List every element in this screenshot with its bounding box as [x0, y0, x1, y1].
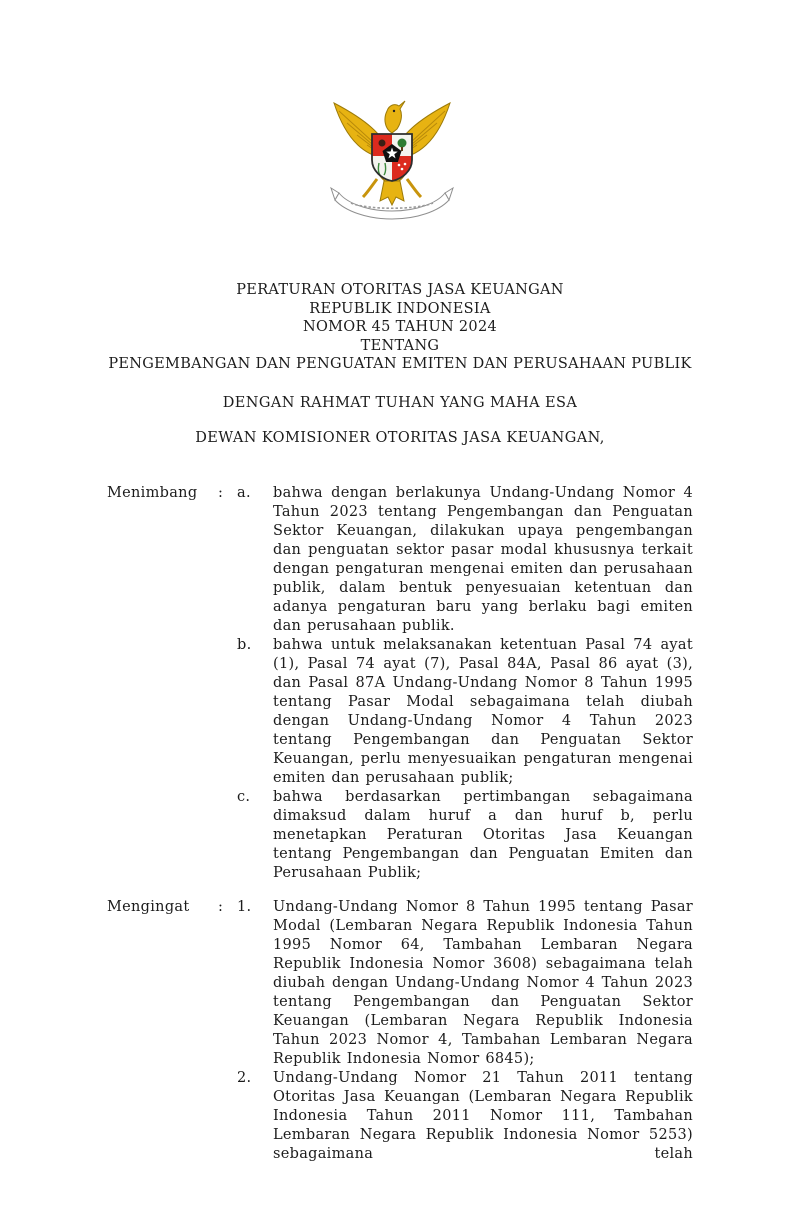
pancasila-shield	[372, 134, 412, 181]
item-text: bahwa dengan berlakunya Undang-Undang Nomor 4 Tahun 2023 tentang Pengembangan dan Penguatan Sektor Keuangan, dilakukan upaya pengembangan dan penguatan sektor pasar modal khususnya terkait dengan pengaturan mengenai emiten dan perusahaan publik, dalam bentuk penyesuaian ketentuan dan adanya pengaturan baru yang berlaku bagi emiten dan perusahaan publik.	[273, 485, 693, 634]
section-items	[237, 898, 693, 1164]
document-body	[107, 484, 693, 1164]
heading-line-republic: REPUBLIK INDONESIA	[309, 300, 491, 317]
section-colon: :	[218, 899, 224, 915]
heading-line-regulation: PERATURAN OTORITAS JASA KEUANGAN	[236, 282, 564, 298]
garuda-pancasila-emblem	[327, 93, 457, 221]
item-text: bahwa berdasarkan pertimbangan sebagaimana dimaksud dalam huruf a dan huruf b, perlu menetapkan Peraturan Otoritas Jasa Keuangan tentang Pengembangan dan Penguatan Emiten dan Perusahaan Publik;	[273, 789, 693, 881]
item-marker: 2.	[237, 1070, 252, 1086]
invocation-line: DENGAN RAHMAT TUHAN YANG MAHA ESA	[222, 395, 578, 411]
list-item	[237, 484, 693, 636]
item-text: bahwa untuk melaksanakan ketentuan Pasal 74 ayat (1), Pasal 74 ayat (7), Pasal 84A, Pasal 86 ayat (3), dan Pasal 87A Undang-Undang Nomor 8 Tahun 1995 tentang Pasar Modal sebagaimana telah diubah dengan Undang-Undang Nomor 4 Tahun 2023 tentang Pengembangan dan Penguatan Sektor Keuangan, perlu menyesuaikan pengaturan mengenai emiten dan perusahaan publik;	[273, 637, 693, 786]
heading-line-number: NOMOR 45 TAHUN 2024	[302, 319, 497, 336]
item-text: Undang-Undang Nomor 21 Tahun 2011 tentang Otoritas Jasa Keuangan (Lembaran Negara Republik Indonesia Tahun 2011 Nomor 111, Tambahan Lembaran Negara Republik Indonesia Nomor 5253) sebagaimana telah	[273, 1070, 693, 1162]
section-menimbang	[107, 484, 693, 883]
section-items	[237, 484, 693, 883]
list-item	[237, 788, 693, 883]
heading-line-subject: PENGEMBANGAN DAN PENGUATAN EMITEN DAN PERUSAHAAN PUBLIK	[108, 356, 692, 373]
item-text: Undang-Undang Nomor 8 Tahun 1995 tentang Pasar Modal (Lembaran Negara Republik Indonesia Tahun 1995 Nomor 64, Tambahan Lembaran Negara Republik Indonesia Nomor 3608) sebagaimana telah diubah dengan Undang-Undang Nomor 4 Tahun 2023 tentang Pengembangan dan Penguatan Sektor Keuangan (Lembaran Negara Republik Indonesia Tahun 2023 Nomor 4, Tambahan Lembaran Negara Republik Indonesia Nomor 6845);	[273, 899, 693, 1067]
list-item	[237, 1069, 693, 1164]
section-label: Mengingat	[107, 899, 190, 915]
emblem-container	[0, 93, 800, 221]
item-marker: c.	[237, 789, 251, 805]
item-marker: b.	[237, 637, 252, 653]
list-item	[237, 636, 693, 788]
heading-line-about: TENTANG	[360, 337, 440, 354]
document-heading	[0, 281, 800, 374]
item-marker: a.	[237, 485, 251, 501]
section-colon: :	[218, 485, 224, 501]
list-item	[237, 898, 693, 1069]
issuer-line: DEWAN KOMISIONER OTORITAS JASA KEUANGAN,	[195, 430, 605, 446]
section-mengingat	[107, 898, 693, 1164]
section-label: Menimbang	[107, 485, 198, 501]
item-marker: 1.	[237, 899, 252, 915]
